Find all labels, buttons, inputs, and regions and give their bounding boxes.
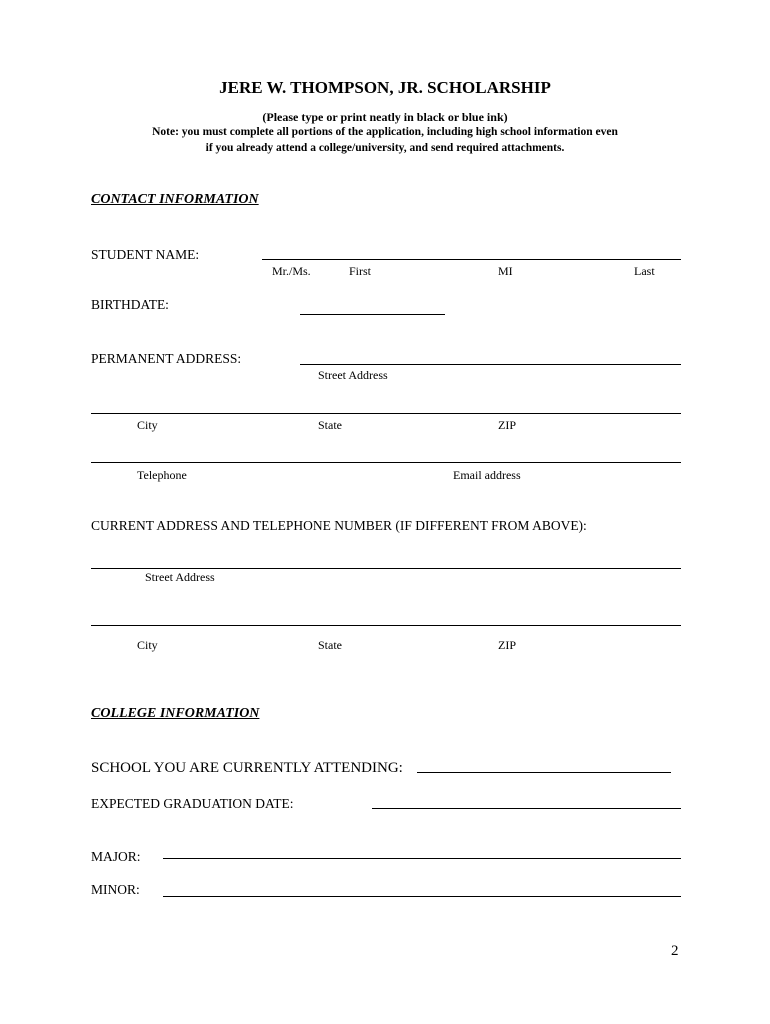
student-name-field[interactable]: [262, 259, 681, 260]
zip-caption: ZIP: [498, 418, 516, 432]
current-city-caption: City: [137, 638, 158, 652]
telephone-caption: Telephone: [137, 468, 187, 482]
instruction-text: (Please type or print neatly in black or blue ink): [262, 110, 508, 124]
graduation-date-field[interactable]: [372, 808, 681, 809]
note-line-2: if you already attend a college/university, and send required attachments.: [205, 142, 565, 154]
permanent-address-label: PERMANENT ADDRESS:: [91, 351, 242, 366]
current-state-caption: State: [318, 638, 342, 652]
graduation-date-label: EXPECTED GRADUATION DATE:: [91, 796, 294, 811]
college-section-heading: COLLEGE INFORMATION: [91, 706, 260, 721]
major-field[interactable]: [163, 858, 681, 859]
permanent-city-state-zip-field[interactable]: [91, 413, 681, 414]
minor-label: MINOR:: [91, 882, 140, 897]
street-address-caption: Street Address: [318, 368, 388, 382]
major-label: MAJOR:: [91, 849, 141, 864]
note-line-1: Note: you must complete all portions of the application, including high school information even: [152, 126, 618, 138]
current-street-field[interactable]: [91, 568, 681, 569]
middle-initial-caption: MI: [498, 264, 513, 278]
last-name-caption: Last: [634, 264, 655, 278]
page-number: 2: [671, 943, 679, 959]
first-name-caption: First: [349, 264, 372, 278]
birthdate-label: BIRTHDATE:: [91, 297, 169, 312]
email-caption: Email address: [453, 468, 521, 482]
contact-section-heading: CONTACT INFORMATION: [91, 192, 259, 207]
telephone-email-field[interactable]: [91, 462, 681, 463]
city-caption: City: [137, 418, 158, 432]
permanent-street-field[interactable]: [300, 364, 681, 365]
current-zip-caption: ZIP: [498, 638, 516, 652]
current-city-state-zip-field[interactable]: [91, 625, 681, 626]
current-address-label: CURRENT ADDRESS AND TELEPHONE NUMBER (IF DIFFERENT FROM ABOVE):: [91, 518, 587, 533]
student-name-label: STUDENT NAME:: [91, 247, 200, 262]
state-caption: State: [318, 418, 342, 432]
school-field[interactable]: [417, 772, 671, 773]
minor-field[interactable]: [163, 896, 681, 897]
birthdate-field[interactable]: [300, 314, 445, 315]
form-title: JERE W. THOMPSON, JR. SCHOLARSHIP: [219, 78, 551, 97]
current-street-caption: Street Address: [145, 570, 215, 584]
school-label: SCHOOL YOU ARE CURRENTLY ATTENDING:: [91, 760, 403, 776]
name-prefix-caption: Mr./Ms.: [272, 264, 311, 278]
